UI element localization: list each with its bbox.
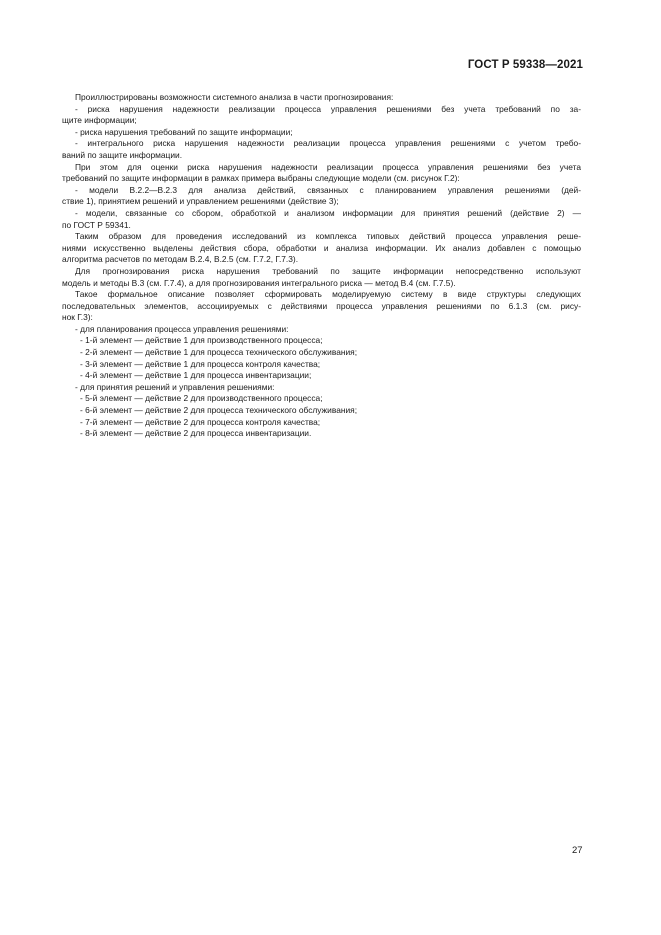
text-line: ниями искусственно выделены действия сбора, обработки и анализа информации. Их анализ добавлен с помощью <box>62 242 581 253</box>
text-line: Такое формальное описание позволяет сформировать моделируемую систему в виде структуры следующих <box>75 289 581 300</box>
text-line: - 8-й элемент — действие 2 для процесса инвентаризации. <box>80 428 312 439</box>
text-line: - для планирования процесса управления решениями: <box>75 323 289 334</box>
document-body <box>62 92 581 440</box>
text-line: ствие 1), принятием решений и управлением решениями (действие 3); <box>62 196 339 207</box>
text-line: - 3-й элемент — действие 1 для процесса контроля качества; <box>80 358 321 369</box>
text-line: Проиллюстрированы возможности системного анализа в части прогнозирования: <box>75 92 394 102</box>
text-line: ваний по защите информации. <box>62 149 183 160</box>
page-number: 27 <box>572 845 583 856</box>
text-line: требований по защите информации в рамках примера выбраны следующие модели (см. рисунок Г.2): <box>62 173 460 184</box>
text-line: - модели, связанные со сбором, обработкой и анализом информации для принятия решений (действие 2) — <box>75 207 581 218</box>
text-line: - 6-й элемент — действие 2 для процесса технического обслуживания; <box>80 405 358 416</box>
text-line: нок Г.3): <box>62 312 93 323</box>
text-line: - риска нарушения надежности реализации процесса управления решениями без учета требований по за- <box>75 103 581 114</box>
text-line: - риска нарушения требований по защите информации; <box>75 126 293 137</box>
text-line: При этом для оценки риска нарушения надежности реализации процесса управления решениями без учета <box>75 161 581 172</box>
text-line: последовательных элементов, ассоциируемых с действиями процесса управления решениями по 6.1.3 (см. рису- <box>62 300 581 311</box>
text-line: - 2-й элемент — действие 1 для процесса технического обслуживания; <box>80 347 358 358</box>
text-line: - для принятия решений и управления решениями: <box>75 381 275 392</box>
text-line: - модели В.2.2—В.2.3 для анализа действий, связанных с планированием управления решениями (дей- <box>75 184 581 195</box>
text-line: по ГОСТ Р 59341. <box>62 219 131 230</box>
document-header: ГОСТ Р 59338—2021 <box>467 59 583 71</box>
text-line: - 4-й элемент — действие 1 для процесса инвентаризации; <box>80 370 312 381</box>
text-line: щите информации; <box>62 115 137 126</box>
text-line: - интегрального риска нарушения надежности реализации процесса управления решениями с учетом требо- <box>75 138 581 149</box>
text-line: Для прогнозирования риска нарушения требований по защите информации непосредственно используют <box>75 265 581 276</box>
text-line: - 5-й элемент — действие 2 для производственного процесса; <box>80 393 323 404</box>
text-line: алгоритма расчетов по методам В.2.4, В.2.5 (см. Г.7.2, Г.7.3). <box>62 254 299 265</box>
text-line: модель и методы В.3 (см. Г.7.4), а для прогнозирования интегрального риска — метод В.4 (см. Г.7.5). <box>62 277 456 288</box>
text-line: - 7-й элемент — действие 2 для процесса контроля качества; <box>80 416 321 427</box>
text-line: - 1-й элемент — действие 1 для производственного процесса; <box>80 335 323 346</box>
text-line: Таким образом для проведения исследований из комплекса типовых действий процесса управления реше- <box>75 231 581 242</box>
